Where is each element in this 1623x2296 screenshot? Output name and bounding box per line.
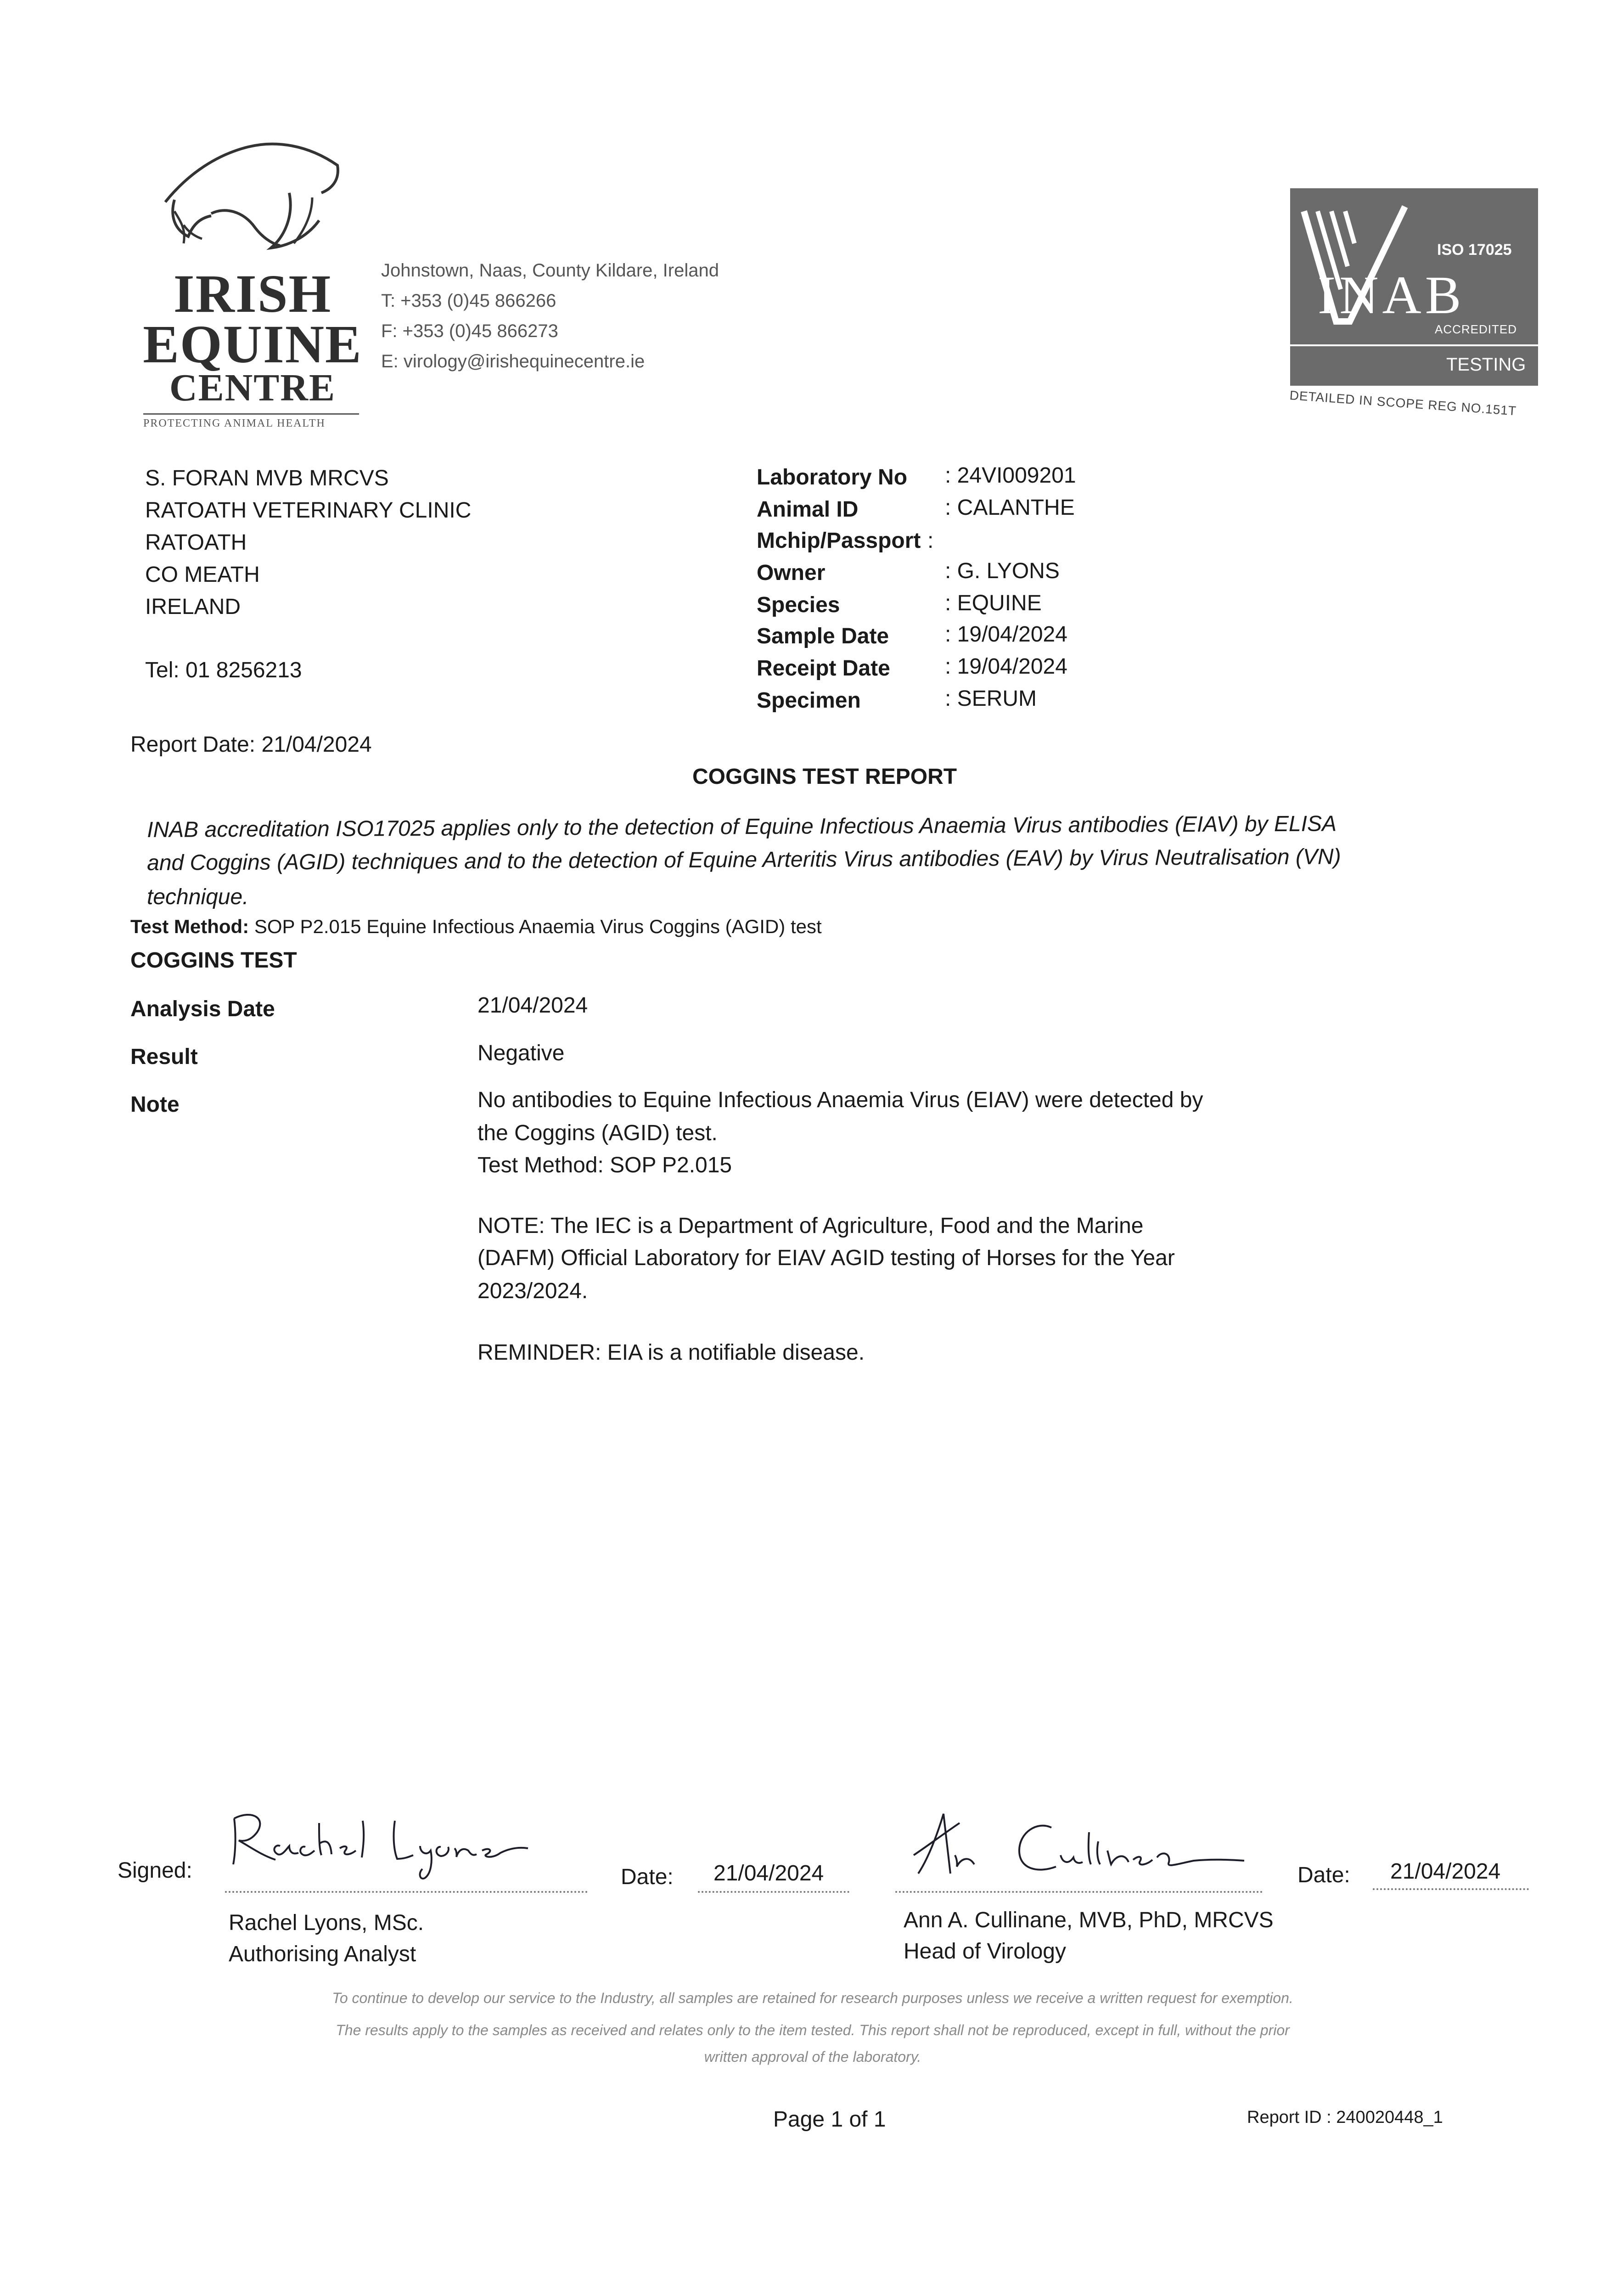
section-title: COGGINS TEST	[130, 948, 297, 973]
species-value: : EQUINE	[945, 591, 1042, 615]
signature-line-2	[895, 1891, 1263, 1893]
inab-testing-bar	[1290, 344, 1538, 346]
signature-line-1	[225, 1891, 588, 1893]
phone: T: +353 (0)45 866266	[381, 291, 556, 311]
signer-2-name: Ann A. Cullinane, MVB, PhD, MRCVS	[904, 1908, 1274, 1932]
address: Johnstown, Naas, County Kildare, Ireland	[381, 260, 719, 281]
specimen-value: : SERUM	[945, 687, 1037, 711]
lab-no-value: : 24VI009201	[945, 463, 1076, 488]
report-date: Report Date: 21/04/2024	[130, 732, 372, 757]
recipient-line-3: RATOATH	[145, 530, 247, 555]
inab-brand: INAB	[1318, 265, 1465, 325]
date-value-2: 21/04/2024	[1390, 1859, 1501, 1884]
date-line-1	[698, 1891, 849, 1893]
logo-word-centre: CENTRE	[169, 366, 336, 409]
mchip-passport-label: Mchip/Passport	[757, 529, 921, 553]
species-label: Species	[757, 593, 840, 617]
inab-iso: ISO 17025	[1437, 241, 1512, 259]
recipient-tel: Tel: 01 8256213	[145, 658, 302, 682]
receipt-date-value: : 19/04/2024	[945, 654, 1067, 679]
date-label-2: Date:	[1297, 1863, 1350, 1887]
sample-date-value: : 19/04/2024	[945, 622, 1067, 647]
inab-testing: TESTING	[1446, 355, 1526, 375]
disclaimer-line-3: written approval of the laboratory.	[704, 2048, 921, 2065]
accreditation-line-1: INAB accreditation ISO17025 applies only to the detection of Equine Infectious Anaemia Virus antibodies (EIAV) by ELISA	[147, 811, 1337, 842]
signer-1-role: Authorising Analyst	[229, 1942, 416, 1966]
note-line-3: Test Method: SOP P2.015	[477, 1153, 732, 1177]
date-label-1: Date:	[621, 1865, 674, 1889]
horse-logo-icon	[156, 138, 349, 262]
inab-badge-panel	[1290, 188, 1538, 386]
result-label: Result	[130, 1045, 198, 1069]
signer-2-role: Head of Virology	[904, 1939, 1066, 1964]
fax: F: +353 (0)45 866273	[381, 321, 558, 341]
test-method-label: Test Method:	[130, 916, 249, 937]
specimen-label: Specimen	[757, 688, 861, 713]
signature-ann-cullinane	[900, 1805, 1249, 1887]
recipient-line-4: CO MEATH	[145, 563, 260, 587]
recipient-line-2: RATOATH VETERINARY CLINIC	[145, 498, 472, 523]
signer-1-name: Rachel Lyons, MSc.	[229, 1911, 424, 1935]
signature-rachel-lyons	[225, 1805, 537, 1883]
receipt-date-label: Receipt Date	[757, 656, 890, 681]
disclaimer-line-2: The results apply to the samples as received and relates only to the item tested. This report shall not be reproduced, except in full, without the prior	[336, 2022, 1290, 2038]
logo-word-irish: IRISH	[173, 264, 332, 324]
note-line-2: the Coggins (AGID) test.	[477, 1121, 718, 1145]
report-title: COGGINS TEST REPORT	[692, 765, 957, 789]
recipient-line-5: IRELAND	[145, 595, 241, 619]
date-line-2	[1373, 1888, 1529, 1890]
test-method-line	[130, 913, 822, 940]
accreditation-line-2: and Coggins (AGID) techniques and to the detection of Equine Arteritis Virus antibodies (EAV) by Virus Neutralisation (VN)	[147, 844, 1341, 875]
analysis-date-label: Analysis Date	[130, 997, 275, 1021]
note2-line-2: (DAFM) Official Laboratory for EIAV AGID testing of Horses for the Year	[477, 1246, 1175, 1270]
report-id: Report ID : 240020448_1	[1247, 2108, 1443, 2127]
logo-word-equine: EQUINE	[143, 314, 362, 374]
reminder: REMINDER: EIA is a notifiable disease.	[477, 1340, 865, 1365]
note-line-1: No antibodies to Equine Infectious Anaemia Virus (EIAV) were detected by	[477, 1088, 1203, 1112]
logo-tagline: PROTECTING ANIMAL HEALTH	[143, 413, 359, 430]
note-label: Note	[130, 1092, 180, 1117]
mchip-passport-value: :	[927, 529, 934, 553]
note2-line-3: 2023/2024.	[477, 1279, 588, 1303]
signed-label: Signed:	[118, 1858, 192, 1883]
owner-label: Owner	[757, 561, 826, 585]
accreditation-line-3: technique.	[147, 885, 249, 909]
recipient-line-1: S. FORAN MVB MRCVS	[145, 466, 389, 490]
test-method-value: SOP P2.015 Equine Infectious Anaemia Virus Coggins (AGID) test	[254, 916, 822, 937]
email: E: virology@irishequinecentre.ie	[381, 351, 645, 371]
lab-no-label: Laboratory No	[757, 465, 908, 490]
date-value-1: 21/04/2024	[713, 1861, 824, 1885]
analysis-date-value: 21/04/2024	[477, 993, 588, 1018]
note2-line-1: NOTE: The IEC is a Department of Agriculture, Food and the Marine	[477, 1214, 1144, 1238]
sample-date-label: Sample Date	[757, 624, 889, 648]
animal-id-label: Animal ID	[757, 497, 859, 522]
result-value: Negative	[477, 1041, 565, 1065]
page-number: Page 1 of 1	[773, 2107, 886, 2132]
animal-id-value: : CALANTHE	[945, 495, 1075, 520]
inab-scope-stamp: DETAILED IN SCOPE REG NO.151T	[1289, 388, 1517, 418]
disclaimer-line-1: To continue to develop our service to the Industry, all samples are retained for research purposes unless we receive a written request for exemption.	[332, 1990, 1293, 2006]
inab-accredited: ACCREDITED	[1435, 322, 1517, 336]
owner-value: : G. LYONS	[945, 559, 1060, 583]
